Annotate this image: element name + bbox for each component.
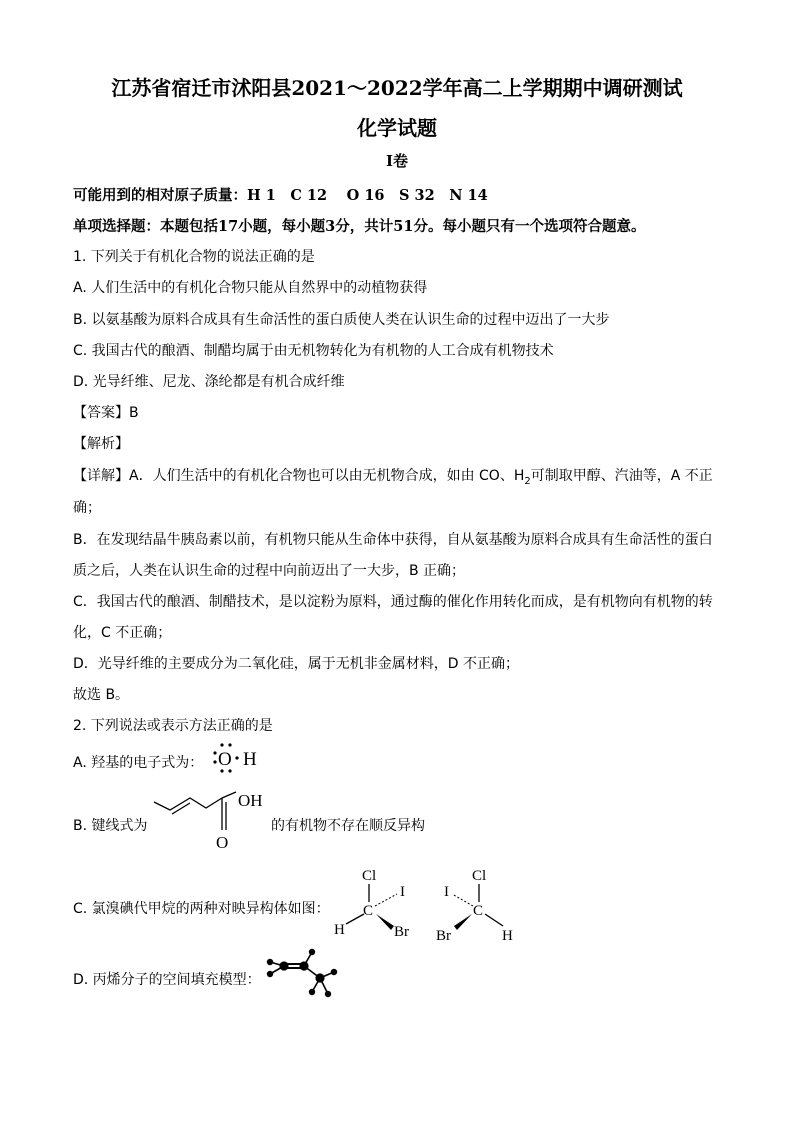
q2-option-a: A. 羟基的电子式为： xyxy=(73,755,204,771)
electron-dot xyxy=(213,760,216,763)
left-br-label: Br xyxy=(394,924,409,940)
q2-option-d: D. 丙烯分子的空间填充模型： xyxy=(73,972,261,988)
q1-detail-line-4: 质之后，人类在认识生命的过程中向前迈出了一大步，B 正确； xyxy=(73,563,466,579)
q1-detail-line-5: C．我国古代的酿酒、制醋技术，是以淀粉为原料，通过酶的催化作用转化而成，是有机物向有机物的转 xyxy=(73,594,713,610)
right-i-hashed-bond xyxy=(452,894,473,906)
atomic-mass-line: 可能用到的相对原子质量：H 1 C 12 O 16 S 32 N 14 xyxy=(73,187,488,204)
electron-dot xyxy=(220,743,223,746)
q1-detail-line-1 xyxy=(73,465,713,487)
q1-answer: 【答案】B xyxy=(73,405,139,421)
q1-option-d: D. 光导纤维、尼龙、涤纶都是有机合成纤维 xyxy=(73,374,345,390)
electron-dot xyxy=(213,751,216,754)
exam-subtitle: 化学试题 xyxy=(357,116,437,140)
exam-title: 江苏省宿迁市沭阳县2021～2022学年高二上学期期中调研测试 xyxy=(111,76,683,100)
q1-detail-text-1b: 可制取甲醇、汽油等，A 不正 xyxy=(530,468,713,484)
q1-detail-line-8: 故选 B。 xyxy=(73,687,130,703)
q1-stem: 1. 下列关于有机化合物的说法正确的是 xyxy=(73,249,315,265)
left-cl-label: Cl xyxy=(362,868,377,884)
electron-dot xyxy=(235,756,238,759)
q1-option-b: B. 以氨基酸为原料合成具有生命活性的蛋白质使人类在认识生命的过程中迈出了一大步 xyxy=(73,312,610,328)
right-h-label: H xyxy=(502,928,513,944)
q1-analysis-label: 【解析】 xyxy=(73,436,129,452)
right-cl-label: Cl xyxy=(472,868,487,884)
carbon-atom xyxy=(315,973,324,982)
oxygen-symbol: O xyxy=(218,749,232,770)
q1-detail-subscript: 2 xyxy=(524,475,531,487)
right-c-label: C xyxy=(473,903,484,919)
q1-detail-line-7: D．光导纤维的主要成分为二氧化硅，属于无机非金属材料，D 不正确； xyxy=(73,656,520,672)
right-h-bond xyxy=(485,914,503,926)
q1-option-c: C. 我国古代的酿酒、制醋均属于由无机物转化为有机物的人工合成有机物技术 xyxy=(73,343,554,359)
left-c-label: C xyxy=(363,903,374,919)
left-br-wedge-bond xyxy=(376,914,394,930)
electron-dot xyxy=(228,743,231,746)
right-br-label: Br xyxy=(436,928,451,944)
hydrogen-atom xyxy=(331,969,337,975)
hydroxyl-electron-formula xyxy=(206,740,276,776)
right-i-label: I xyxy=(444,884,449,900)
left-i-hashed-bond xyxy=(375,894,397,906)
propene-model-diagram xyxy=(262,944,342,1002)
hydrogen-atom xyxy=(309,949,315,955)
hydrogen-atom xyxy=(325,991,331,997)
volume-label: I卷 xyxy=(385,152,409,170)
enantiomer-right xyxy=(436,868,513,944)
q2-option-b-suffix: 的有机物不存在顺反异构 xyxy=(271,818,425,834)
hydroxyl-label: OH xyxy=(238,791,263,810)
q2-option-b-prefix: B. 键线式为 xyxy=(73,818,148,834)
q1-detail-line-2: 确； xyxy=(73,500,101,516)
carbonyl-oxygen-label: O xyxy=(216,833,229,852)
q1-detail-line-3: B．在发现结晶牛胰岛素以前，有机物只能从生命体中获得，自从氨基酸为原料合成具有生命活性的蛋白 xyxy=(73,532,713,548)
left-i-label: I xyxy=(400,884,405,900)
q2-stem: 2. 下列说法或表示方法正确的是 xyxy=(73,718,273,734)
enantiomer-left xyxy=(334,868,409,940)
left-h-bond xyxy=(346,914,364,924)
hydrogen-atom xyxy=(309,989,315,995)
hydrogen-symbol: H xyxy=(243,749,257,770)
section-instructions: 单项选择题：本题包括17小题，每小题3分，共计51分。每小题只有一个选项符合题意。 xyxy=(73,218,646,235)
skeletal-formula-diagram xyxy=(150,786,270,852)
q1-option-a: A. 人们生活中的有机化合物只能从自然界中的动植物获得 xyxy=(73,280,428,296)
enantiomer-diagram xyxy=(330,864,520,946)
hydrogen-atom xyxy=(267,971,273,977)
right-br-wedge-bond xyxy=(454,914,472,930)
double-bond-line xyxy=(172,803,190,814)
carbon-atom xyxy=(279,961,288,970)
hydroxyl-bond xyxy=(222,792,236,798)
q1-detail-text-1a: 【详解】A．人们生活中的有机化合物也可以由无机物合成，如由 CO、H xyxy=(73,468,525,484)
q1-detail-line-6: 化，C 不正确； xyxy=(73,625,172,641)
q2-option-c: C. 氯溴碘代甲烷的两种对映异构体如图： xyxy=(73,901,330,917)
carbon-atom xyxy=(299,961,308,970)
hydrogen-atom xyxy=(267,959,273,965)
left-h-label: H xyxy=(334,922,345,938)
